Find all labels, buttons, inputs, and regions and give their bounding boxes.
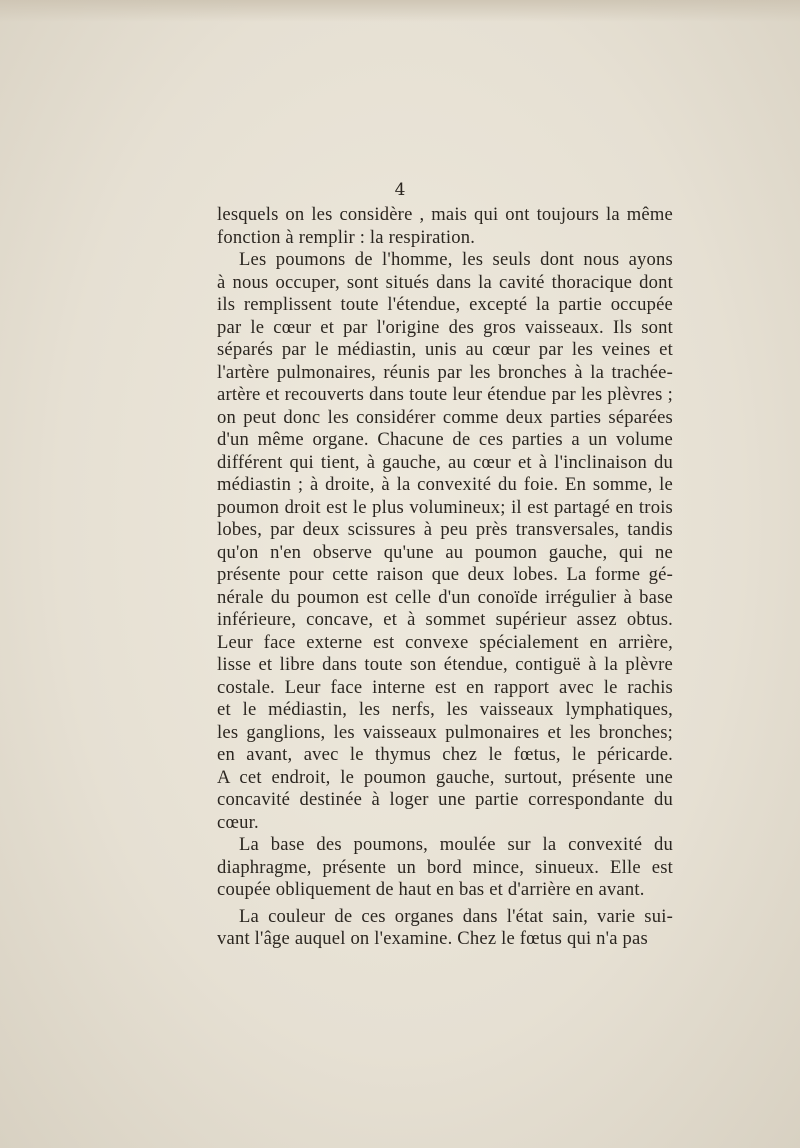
text-line: ils remplissent toute l'étendue, excepté la partie occupée — [217, 294, 673, 315]
text-line: on peut donc les considérer comme deux parties séparées — [217, 406, 673, 428]
text-line: inférieure, concave, et à sommet supérieur assez obtus. — [217, 609, 673, 630]
text-line: coupée obliquement de haut en bas et d'arrière en avant. — [217, 879, 645, 900]
text-line: vant l'âge auquel on l'examine. Chez le fœtus qui n'a pas — [217, 928, 648, 949]
body-text — [217, 204, 673, 955]
page-edge-shadow — [0, 0, 800, 22]
text-line: concavité destinée à loger une partie correspondante du — [217, 789, 673, 810]
text-line: qu'on n'en observe qu'une au poumon gauche, qui ne — [217, 541, 673, 563]
text-line: A cet endroit, le poumon gauche, surtout, présente une — [217, 766, 673, 788]
text-line: costale. Leur face interne est en rapport avec le rachis — [217, 676, 673, 698]
text-line: Les poumons de l'homme, les seuls dont nous ayons — [239, 249, 673, 270]
text-line: poumon droit est le plus volumineux; il est partagé en trois — [217, 496, 673, 518]
paragraph — [217, 834, 673, 902]
text-line: différent qui tient, à gauche, au cœur et à l'inclinaison du — [217, 451, 673, 473]
text-line: Leur face externe est convexe spécialement en arrière, — [217, 631, 673, 653]
text-line: cœur. — [217, 811, 259, 833]
text-line: La base des poumons, moulée sur la convexité du — [239, 834, 673, 855]
text-line: lesquels on les considère , mais qui ont toujours la même — [217, 204, 673, 225]
text-line: à nous occuper, sont situés dans la cavité thoracique dont — [217, 271, 673, 293]
text-line: artère et recouverts dans toute leur étendue par les plèvres ; — [217, 384, 673, 405]
paragraph-gap — [217, 951, 673, 955]
text-line: séparés par le médiastin, unis au cœur par les veines et — [217, 339, 673, 360]
text-line: lisse et libre dans toute son étendue, contiguë à la plèvre — [217, 654, 673, 675]
paragraph — [217, 249, 673, 834]
text-line: nérale du poumon est celle d'un conoïde irrégulier à base — [217, 586, 673, 608]
page-number: 4 — [394, 180, 406, 200]
text-line: lobes, par deux scissures à peu près transversales, tandis — [217, 519, 673, 540]
text-line: diaphragme, présente un bord mince, sinueux. Elle est — [217, 856, 673, 878]
text-line: médiastin ; à droite, à la convexité du foie. En somme, le — [217, 474, 673, 495]
text-line: en avant, avec le thymus chez le fœtus, le péricarde. — [217, 744, 673, 765]
paragraph — [217, 906, 673, 951]
text-line: d'un même organe. Chacune de ces parties a un volume — [217, 429, 673, 450]
text-line: l'artère pulmonaires, réunis par les bronches à la trachée- — [217, 361, 673, 383]
text-line: présente pour cette raison que deux lobes. La forme gé- — [217, 564, 673, 585]
text-line: La couleur de ces organes dans l'état sain, varie sui- — [239, 905, 673, 927]
text-line: et le médiastin, les nerfs, les vaisseaux lymphatiques, — [217, 699, 673, 720]
text-line: par le cœur et par l'origine des gros vaisseaux. Ils sont — [217, 316, 673, 338]
text-line: les ganglions, les vaisseaux pulmonaires et les bronches; — [217, 721, 673, 743]
paragraph — [217, 204, 673, 249]
text-line: fonction à remplir : la respiration. — [217, 226, 476, 248]
